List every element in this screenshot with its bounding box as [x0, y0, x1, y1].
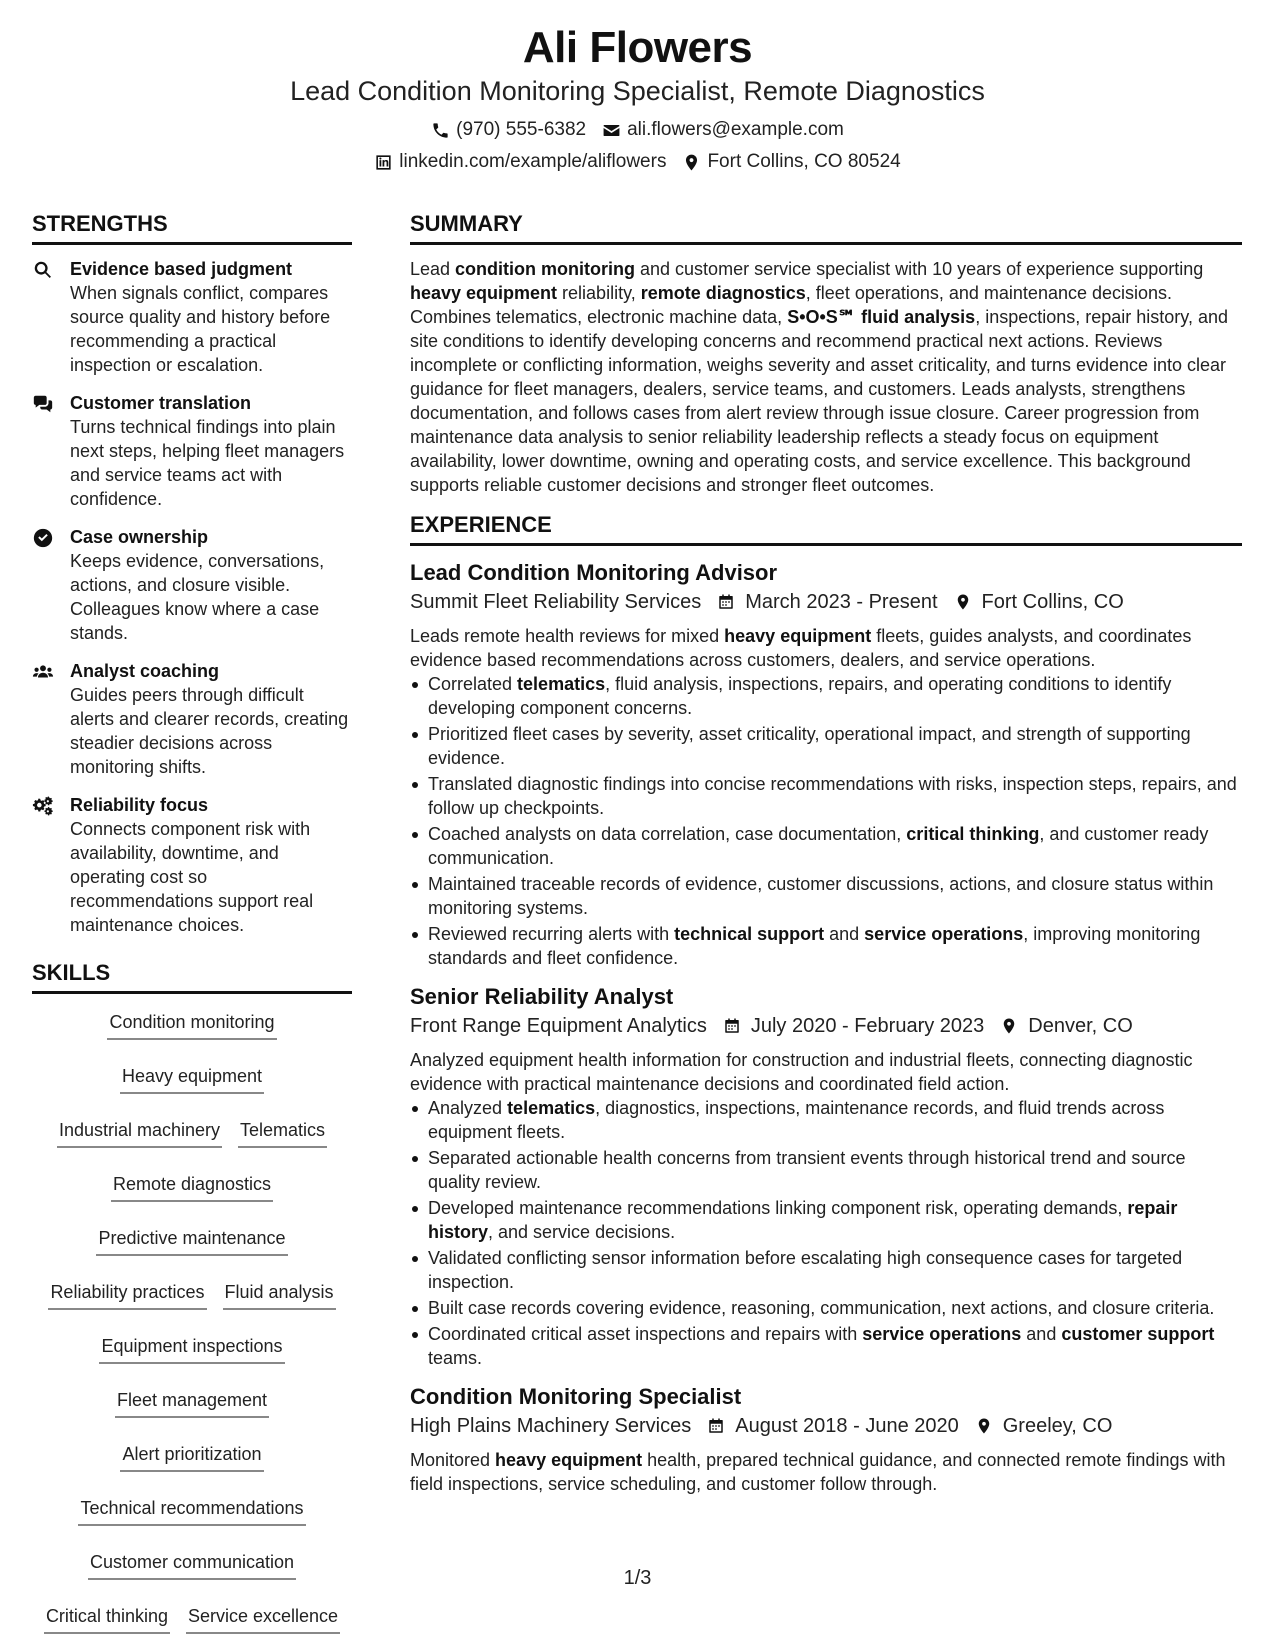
job-bullets — [410, 672, 1242, 970]
job-description: Monitored heavy equipment health, prepared technical guidance, and connected remote findings with field inspections, service scheduling, and customer follow through. — [410, 1450, 1226, 1494]
strength-item — [32, 391, 352, 511]
summary-text: Lead condition monitoring and customer service specialist with 10 years of experience supporting heavy equipment reliability, remote diagnostics, fleet operations, and maintenance decisions. Combines telematics, electronic machine data, S•O•S℠ fluid analysis, inspections, repair history, and site conditions to identify developing concerns and recommend practical next actions. Reviews incomplete or conflicting information, weighs severity and asset criticality, and turns evidence into clear guidance for fleet managers, dealers, service teams, and customers. Leads analysts, strengthens documentation, and follows cases from alert review through issue closure. Career progression from maintenance data analysis to senior reliability leadership reflects a steady focus on equipment availability, lower downtime, owning and operating costs, and service excellence. This background supports reliable customer decisions and stronger fleet outcomes. — [410, 259, 1228, 495]
job-meta — [410, 588, 1242, 616]
resume-header — [0, 0, 1275, 174]
strength-desc: When signals conflict, compares source quality and history before recommending a practical inspection or escalation. — [70, 283, 331, 375]
job-company: Front Range Equipment Analytics — [410, 1015, 707, 1037]
skill-tag: Heavy equipment — [120, 1064, 264, 1094]
strength-item — [32, 525, 352, 645]
skill-tag: Condition monitoring — [107, 1010, 276, 1040]
bullet-item: Correlated telematics, fluid analysis, inspections, repairs, and operating conditions to identify developing component concerns. — [410, 672, 1242, 720]
skill-tag: Fluid analysis — [223, 1280, 336, 1310]
contact-line-1 — [0, 118, 1275, 142]
resume-body — [32, 210, 1243, 1634]
job-entry — [410, 1382, 1242, 1496]
skill-tag: Industrial machinery — [57, 1118, 222, 1148]
skill-tag: Customer communication — [88, 1550, 296, 1580]
skill-tag: Predictive maintenance — [96, 1226, 287, 1256]
job-location: Denver, CO — [1028, 1015, 1133, 1037]
job-company: High Plains Machinery Services — [410, 1415, 692, 1437]
job-description: Leads remote health reviews for mixed heavy equipment fleets, guides analysts, and coordinates evidence based recommendations across customers, dealers, and service operations. — [410, 626, 1192, 670]
skills-heading: SKILLS — [32, 959, 352, 994]
skills-section — [32, 959, 352, 1634]
job-dates: March 2023 - Present — [745, 591, 938, 613]
strength-desc: Turns technical findings into plain next steps, helping fleet managers and service teams act with confidence. — [70, 417, 345, 509]
bullet-item: Analyzed telematics, diagnostics, inspections, maintenance records, and fluid trends across equipment fleets. — [410, 1096, 1242, 1144]
calendar-icon — [707, 1417, 725, 1435]
linkedin-text[interactable]: linkedin.com/example/aliflowers — [399, 151, 667, 172]
bullet-item: Coached analysts on data correlation, case documentation, critical thinking, and customer ready communication. — [410, 822, 1242, 870]
location-text: Fort Collins, CO 80524 — [707, 151, 901, 172]
job-description: Analyzed equipment health information for construction and industrial fleets, connecting diagnostic evidence with practical maintenance decisions and coordinated field action. — [410, 1050, 1193, 1094]
search-icon — [32, 259, 54, 281]
linkedin-icon — [374, 153, 393, 172]
skill-tag: Equipment inspections — [99, 1334, 284, 1364]
strengths-heading: STRENGTHS — [32, 210, 352, 245]
job-bullets — [410, 1096, 1242, 1370]
strength-name: Analyst coaching — [70, 661, 220, 681]
map-pin-icon — [975, 1417, 993, 1435]
strengths-list — [32, 257, 352, 937]
phone-text: (970) 555-6382 — [456, 119, 587, 140]
job-location: Fort Collins, CO — [981, 591, 1124, 613]
job-title: Condition Monitoring Specialist — [410, 1384, 742, 1409]
skill-tag: Telematics — [238, 1118, 327, 1148]
strength-item — [32, 659, 352, 779]
map-pin-icon — [682, 153, 701, 172]
strength-item — [32, 257, 352, 377]
bullet-item: Coordinated critical asset inspections and repairs with service operations and customer support teams. — [410, 1322, 1242, 1370]
chat-icon — [32, 393, 54, 415]
calendar-icon — [723, 1017, 741, 1035]
job-title: Senior Reliability Analyst — [410, 984, 674, 1009]
skill-tag: Alert prioritization — [120, 1442, 263, 1472]
skill-tag: Remote diagnostics — [111, 1172, 273, 1202]
linkedin-contact[interactable] — [374, 150, 666, 174]
job-entry — [410, 558, 1242, 970]
experience-heading: EXPERIENCE — [410, 511, 1242, 546]
job-meta — [410, 1012, 1242, 1040]
contact-line-2 — [0, 150, 1275, 174]
job-title: Lead Condition Monitoring Advisor — [410, 560, 778, 585]
location-contact — [682, 150, 900, 174]
phone-contact — [431, 118, 586, 142]
email-contact[interactable] — [602, 118, 844, 142]
map-pin-icon — [1000, 1017, 1018, 1035]
strength-name: Customer translation — [70, 393, 252, 413]
summary-heading: SUMMARY — [410, 210, 1242, 245]
bullet-item: Developed maintenance recommendations linking component risk, operating demands, repair history, and service decisions. — [410, 1196, 1242, 1244]
strength-desc: Guides peers through difficult alerts and clearer records, creating steadier decisions across monitoring shifts. — [70, 685, 349, 777]
bullet-item: Separated actionable health concerns from transient events through historical trend and source quality review. — [410, 1146, 1242, 1194]
bullet-item: Maintained traceable records of evidence, customer discussions, actions, and closure status within monitoring systems. — [410, 872, 1242, 920]
right-column — [410, 210, 1242, 1634]
check-circle-icon — [32, 527, 54, 549]
candidate-title: Lead Condition Monitoring Specialist, Remote Diagnostics — [290, 76, 985, 106]
bullet-item: Prioritized fleet cases by severity, asset criticality, operational impact, and strength of supporting evidence. — [410, 722, 1242, 770]
skill-tag: Reliability practices — [48, 1280, 206, 1310]
map-pin-icon — [954, 593, 972, 611]
candidate-name: Ali Flowers — [522, 23, 753, 72]
skill-tag: Service excellence — [186, 1604, 340, 1634]
phone-icon — [431, 121, 450, 140]
bullet-item: Translated diagnostic findings into concise recommendations with risks, inspection steps, repairs, and follow up checkpoints. — [410, 772, 1242, 820]
strength-desc: Connects component risk with availability, downtime, and operating cost so recommendations support real maintenance choices. — [70, 819, 314, 935]
strength-name: Reliability focus — [70, 795, 209, 815]
strength-name: Evidence based judgment — [70, 259, 293, 279]
envelope-icon — [602, 121, 621, 140]
skills-list — [32, 1006, 352, 1634]
bullet-item: Validated conflicting sensor information before escalating high consequence cases for targeted inspection. — [410, 1246, 1242, 1294]
job-company: Summit Fleet Reliability Services — [410, 591, 702, 613]
gears-icon — [32, 795, 54, 817]
job-location: Greeley, CO — [1002, 1415, 1113, 1437]
job-meta — [410, 1412, 1242, 1440]
strength-desc: Keeps evidence, conversations, actions, and closure visible. Colleagues know where a case stands. — [70, 551, 325, 643]
strength-item — [32, 793, 352, 937]
email-text[interactable]: ali.flowers@example.com — [627, 119, 844, 140]
bullet-item: Built case records covering evidence, reasoning, communication, next actions, and closure criteria. — [410, 1296, 1242, 1320]
skill-tag: Critical thinking — [44, 1604, 170, 1634]
left-column — [32, 210, 352, 1634]
strength-name: Case ownership — [70, 527, 209, 547]
job-dates: August 2018 - June 2020 — [735, 1415, 959, 1437]
users-icon — [32, 661, 54, 683]
job-dates: July 2020 - February 2023 — [750, 1015, 985, 1037]
job-entry — [410, 982, 1242, 1370]
bullet-item: Reviewed recurring alerts with technical support and service operations, improving monitoring standards and fleet confidence. — [410, 922, 1242, 970]
calendar-icon — [717, 593, 735, 611]
skill-tag: Fleet management — [115, 1388, 269, 1418]
skill-tag: Technical recommendations — [78, 1496, 305, 1526]
page-number: 1/3 — [623, 1567, 652, 1589]
